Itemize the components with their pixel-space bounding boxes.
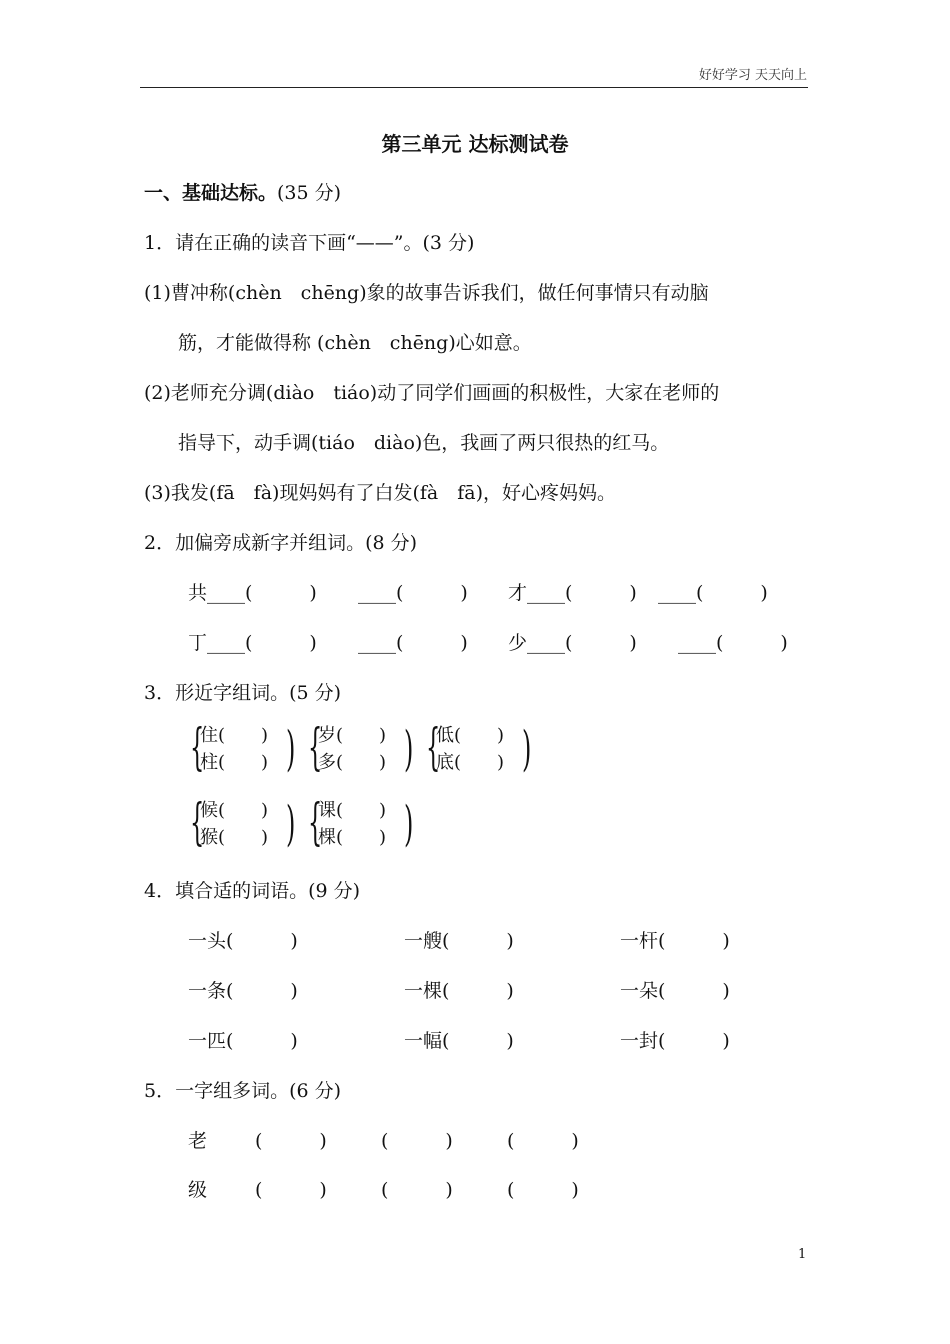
right-paren-icon: )	[286, 721, 296, 777]
q4-r2-c1: 一条( )	[188, 980, 298, 1002]
left-brace-icon: {	[308, 718, 323, 776]
q1-item2-line2: 指导下，动手调(tiáo diào)色，我画了两只很热的红马。	[178, 432, 670, 454]
q3-g5-a: 课( )	[318, 800, 387, 821]
page-number: 1	[798, 1247, 807, 1262]
q3-g5-b: 棵( )	[318, 827, 387, 848]
q5-r2-b1: ( )	[255, 1179, 327, 1201]
q3-g2-a: 岁( )	[318, 725, 387, 746]
q5-r1-b3: ( )	[507, 1130, 579, 1152]
left-brace-icon: {	[190, 793, 205, 851]
q2-row1-cell4: ____( )	[658, 582, 768, 604]
q5-r1-b1: ( )	[255, 1130, 327, 1152]
left-brace-icon: {	[308, 793, 323, 851]
q2-row1-cell2: ____( )	[358, 582, 468, 604]
q5-r1-b2: ( )	[381, 1130, 453, 1152]
q3-g1-a: 住( )	[200, 725, 269, 746]
section-1-heading	[144, 178, 341, 205]
q5-r2-b3: ( )	[507, 1179, 579, 1201]
right-paren-icon: )	[522, 721, 532, 777]
q4-r1-c2: 一艘( )	[404, 930, 514, 952]
q3-g4-b: 猴( )	[200, 827, 269, 848]
q4-r2-c3: 一朵( )	[620, 980, 730, 1002]
q4-r2-c2: 一棵( )	[404, 980, 514, 1002]
q4-r3-c2: 一幅( )	[404, 1030, 514, 1052]
q2-row2-cell4: ____( )	[678, 632, 788, 654]
q3-g2-b: 多( )	[318, 752, 387, 773]
left-brace-icon: {	[190, 718, 205, 776]
q2-row2-cell3: 少____( )	[508, 632, 637, 654]
q5-stem: 5．一字组多词。(6 分)	[144, 1080, 342, 1102]
q3-g3-a: 低( )	[436, 725, 505, 746]
q4-r1-c1: 一头( )	[188, 930, 298, 952]
q1-item3: (3)我发(fā fà)现妈妈有了白发(fà fā)，好心疼妈妈。	[144, 482, 617, 504]
right-paren-icon: )	[404, 721, 414, 777]
q1-item1-line1: (1)曹冲称(chèn chēng)象的故事告诉我们，做任何事情只有动脑	[144, 282, 709, 304]
q3-g1-b: 柱( )	[200, 752, 269, 773]
q4-r1-c3: 一杆( )	[620, 930, 730, 952]
q2-row2-cell2: ____( )	[358, 632, 468, 654]
q1-stem: 1．请在正确的读音下画“——”。(3 分)	[144, 232, 475, 254]
q5-r1-char: 老	[188, 1130, 208, 1152]
q2-stem: 2．加偏旁成新字并组词。(8 分)	[144, 532, 418, 554]
q4-stem: 4．填合适的词语。(9 分)	[144, 880, 361, 902]
q2-row1-cell1: 共____( )	[188, 582, 317, 604]
section-1-points: (35 分)	[277, 182, 342, 204]
q2-row2-cell1: 丁____( )	[188, 632, 317, 654]
q2-row1-cell3: 才____( )	[508, 582, 637, 604]
left-brace-icon: {	[426, 718, 441, 776]
q1-item1-line2: 筋，才能做得称 (chèn chēng)心如意。	[178, 332, 532, 354]
q4-r3-c1: 一匹( )	[188, 1030, 298, 1052]
q5-r2-char: 级	[188, 1179, 208, 1201]
q3-g4-a: 候( )	[200, 800, 269, 821]
q3-g3-b: 底( )	[436, 752, 505, 773]
header-motto: 好好学习 天天向上	[698, 68, 807, 83]
page-title: 第三单元 达标测试卷	[381, 132, 569, 156]
right-paren-icon: )	[286, 796, 296, 852]
q3-stem: 3．形近字组词。(5 分)	[144, 682, 342, 704]
right-paren-icon: )	[404, 796, 414, 852]
section-1-label: 一、基础达标。	[144, 182, 278, 204]
q1-item2-line1: (2)老师充分调(diào tiáo)动了同学们画画的积极性，大家在老师的	[144, 382, 720, 404]
q4-r3-c3: 一封( )	[620, 1030, 730, 1052]
q5-r2-b2: ( )	[381, 1179, 453, 1201]
header-rule	[140, 87, 808, 88]
